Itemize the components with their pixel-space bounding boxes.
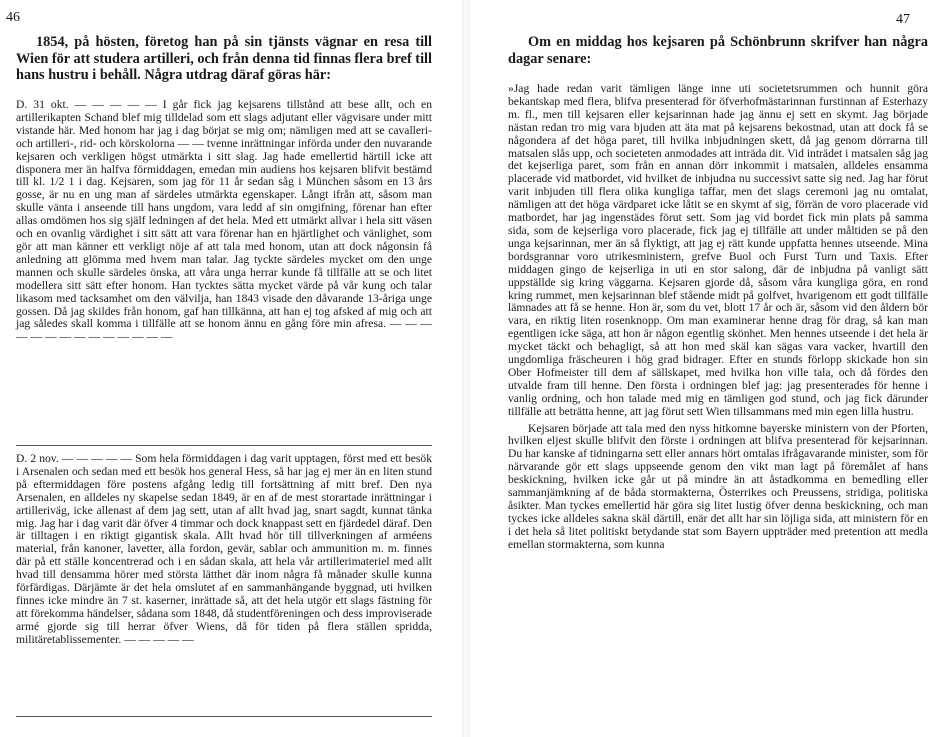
letter-entry-2-nov: D. 2 nov. — — — — — Som hela förmiddagen i dag varit upptagen, först med ett besök i Arsenalen och sedan med ett besök hos general Hess, så har jag ej mer än en liten stund på eftermiddagen före postens afgång ledig till fortsättning af mitt bref. Den nya Arsenalen, en alldeles ny skapelse sedan 1849, är en af de mest storartade inrättningar i artilleriväg, icke allenast af dem jag sett, utan af allt hvad jag, snart sagdt, kunnat tänka mig. Jag har i dag varit där öfver 4 timmar och dock knappast sett en fjärdedel däraf. Den är tilltagen i en riktigt gigantisk skala. Allt hvad hör till tillverkningen af arméens material, från kanoner, lavetter, alla fordon, gevär, sablar och ammunition m. m. finnes där på ett ställe koncentrerad och i en sådan skala, att hela vår artillerimateriel med allt hvad till densamma hörer med största lätthet där inom några få månader skulle kunna förfärdigas. Därjämte är det hela omslutet af en sammanhängande byggnad, uti hvilken finnes icke mindre än 7 st. kaserner, inrättade så, att det hela utgör ett slags fästning för att förekomma händelser, sådana som 1848, då studentföreningen och dess improviserade armé gjorde sig till herrar öfver Wiens, då för tiden på flera ställen spridda, militäretablissementer. — — — — — [16, 452, 432, 646]
right-intro-paragraph: Om en middag hos kejsaren på Schönbrunn skrifver han några dagar senare: [508, 34, 928, 67]
left-intro-paragraph: 1854, på hösten, företog han på sin tjänsts vägnar en resa till Wien för att studera artilleri, och från denna tid finnas flera bref till hans hustru i behåll. Några utdrag däraf göras här: [16, 34, 432, 83]
page-number-left: 46 [6, 10, 20, 25]
letter-entry-31-oct: D. 31 okt. — — — — — I går fick jag kejsarens tillstånd att bese allt, och en artillerikapten Schand blef mig tilldelad som ett slags adjutant eller vägvisare under mitt vistande här. Med honom har jag i dag börjat se mig om; nämligen med att se cavalleri- och artilleri-, rid- och körskolorna — — tvenne inrättningar införda under den nuvarande kejsaren och verkligen högst utmärkta i sitt slag. Jag hade emellertid härtill icke att disponera mer än halfva förmiddagen, emedan min audiens hos kejsaren blifvit bestämd till kl. 1/2 1 i dag. Kejsaren, som jag för 11 år sedan såg i München såsom en 13 års gosse, är nu en ung man af särdeles utmärkta egenskaper. Långt ifrån att, såsom man skulle vänta i anseende till hans ungdom, vara ledd af sin omgifning, förenar han efter allas omdömen hos sig själf ledningen af det hela. Med ett utmärkt allvar i hela sitt väsen och en ovanlig värdighet i sitt sätt att vara förenar han en hjärtlighet och vänlighet, som gör att man känner ett verkligt nöje af att tala med honom, utan att dock någonsin få anledning att glömma med hvem man talar. Jag tyckte särdeles mycket om den unge mannen och skulle särdeles önska, att våra unga herrar kunde få tillfälle att se och litet modellera sitt sätt efter honom. Han tycktes sätta mycket värde på vår kung och talar likasom med tacksamhet om den välvilja, han 1843 visade den dåvarande 13-åriga unge gossen. Då jag skildes från honom, gaf han tillkänna, att han ej tog afsked af mig och att jag således skall komma i tillfälle att se honom ännu en gång före min afresa. — — — — — — — — — — — — — — [16, 98, 432, 344]
letter-paragraph: »Jag hade redan varit tämligen länge inne uti societetsrummen och hunnit göra bekantskap med flera, blifva presenterad för öfverhofmästarinnan furstinnan af Esterhazy m. fl., men till kejsaren eller kejsarinnan hade jag ännu ej sett en skymt. Jag började nästan redan tro mig vara bjuden att äta mat på kejsarens bekostnad, utan att dock få se någondera af det höga paret, till hvilka inbjudningen skett, då jag genom dörrarna till matsalen slås upp, och societeten anmodades att inträda dit. Vid inträdet i matsalen såg jag det kejserliga paret, som från en annan dörr inkommit i matsalen, alldeles ensamma placerade vid matbordet, vid hvilket de inbjudna nu successivt satte sig ned. Jag har förut varit inbjuden till flera olika kungliga taffar, men det slags ceremoni jag nu omtalat, nämligen att det höga värdparet icke låtit se en skymt af sig, förrän de voro placerade vid matbordet, har jag ingenstädes förut sett. Som jag vid bordet fick min plats på samma sida, som de kejserliga voro placerade, fick jag ej tillfälle att under måltiden se på den unga kejsarinnan, mer än så flyktigt, att jag ej rätt kunde uppfatta hennes utseende. Mina bordsgrannar voro utrikesministern, grefve Buol och Furst Turn und Taxis. Efter middagen gingo de kejserliga in uti en stor salong, där de inbjudna på vanligt sätt uppställde sig kring väggarna. Kejsaren gjorde då, såsom våra kungliga göra, en rond kring rummet, men kejsarinnan blef stående midt på golfvet, hvarigenom ett godt tillfälle lämnades att få se henne. Hon är, som du vet, blott 17 år och är, såsom vid den åldern bör vara, en riktig liten rosenknopp. Om man examinerar henne drag för drag, så kan man egentligen icke säga, att hon är någon egentlig skönhet. Men hennes utseende i det hela är mycket täckt och behagligt, så att hon med skäl kan sägas vara vacker, hvartill den ungdomliga fräscheuren i hög grad bidrager. Efter en stunds förlopp skickade hon sin Ober Hofmeister till dem af sällskapet, med hvilka hon ville tala, och då fördes den utvalde fram till henne. Den första i ordningen blef jag: jag presenterades för henne i vanlig ordning, och hon talade med mig en tämligen god stund, och jag fick därunder tillfälle att beträtta henne, att jag förut sett Wien tillsammans med min egen lilla hustru. [508, 82, 928, 418]
right-page [470, 0, 946, 737]
schonbrunn-letter-body [508, 83, 928, 552]
divider-rule [16, 445, 432, 446]
book-gutter [462, 0, 470, 737]
left-page [0, 0, 462, 737]
page-number-right: 47 [896, 12, 910, 27]
letter-paragraph: Kejsaren började att tala med den nyss hitkomne bayerske ministern von der Pforten, hvilken eljest skulle blifvit den förste i ordningen att blifva presenterad för kejsarinnan. Du har kanske af tidningarna sett eller annars hört omtalas ifrågavarande minister, som för närvarande gör ett slags uppseende genom den vikt man lagt på föremålet af hans beskickning, hvilken icke går ut på mindre än att åstadkomma en bemedling eller sammanjämkning af de båda stormakterna, Österrikes och Preussens, stridiga, politiska åsikter. Man tyckes emellertid här göra sig litet lustig öfver denna beskickning, och man tyckes icke alldeles sakna skäl därtill, enär det allt har sin löjliga sida, att ministern för en i det hela så litet politiskt betydande stat som Bayern uppträder med pretention att medla emellan stormakterna, som kunna [508, 421, 928, 551]
divider-rule [16, 716, 432, 717]
